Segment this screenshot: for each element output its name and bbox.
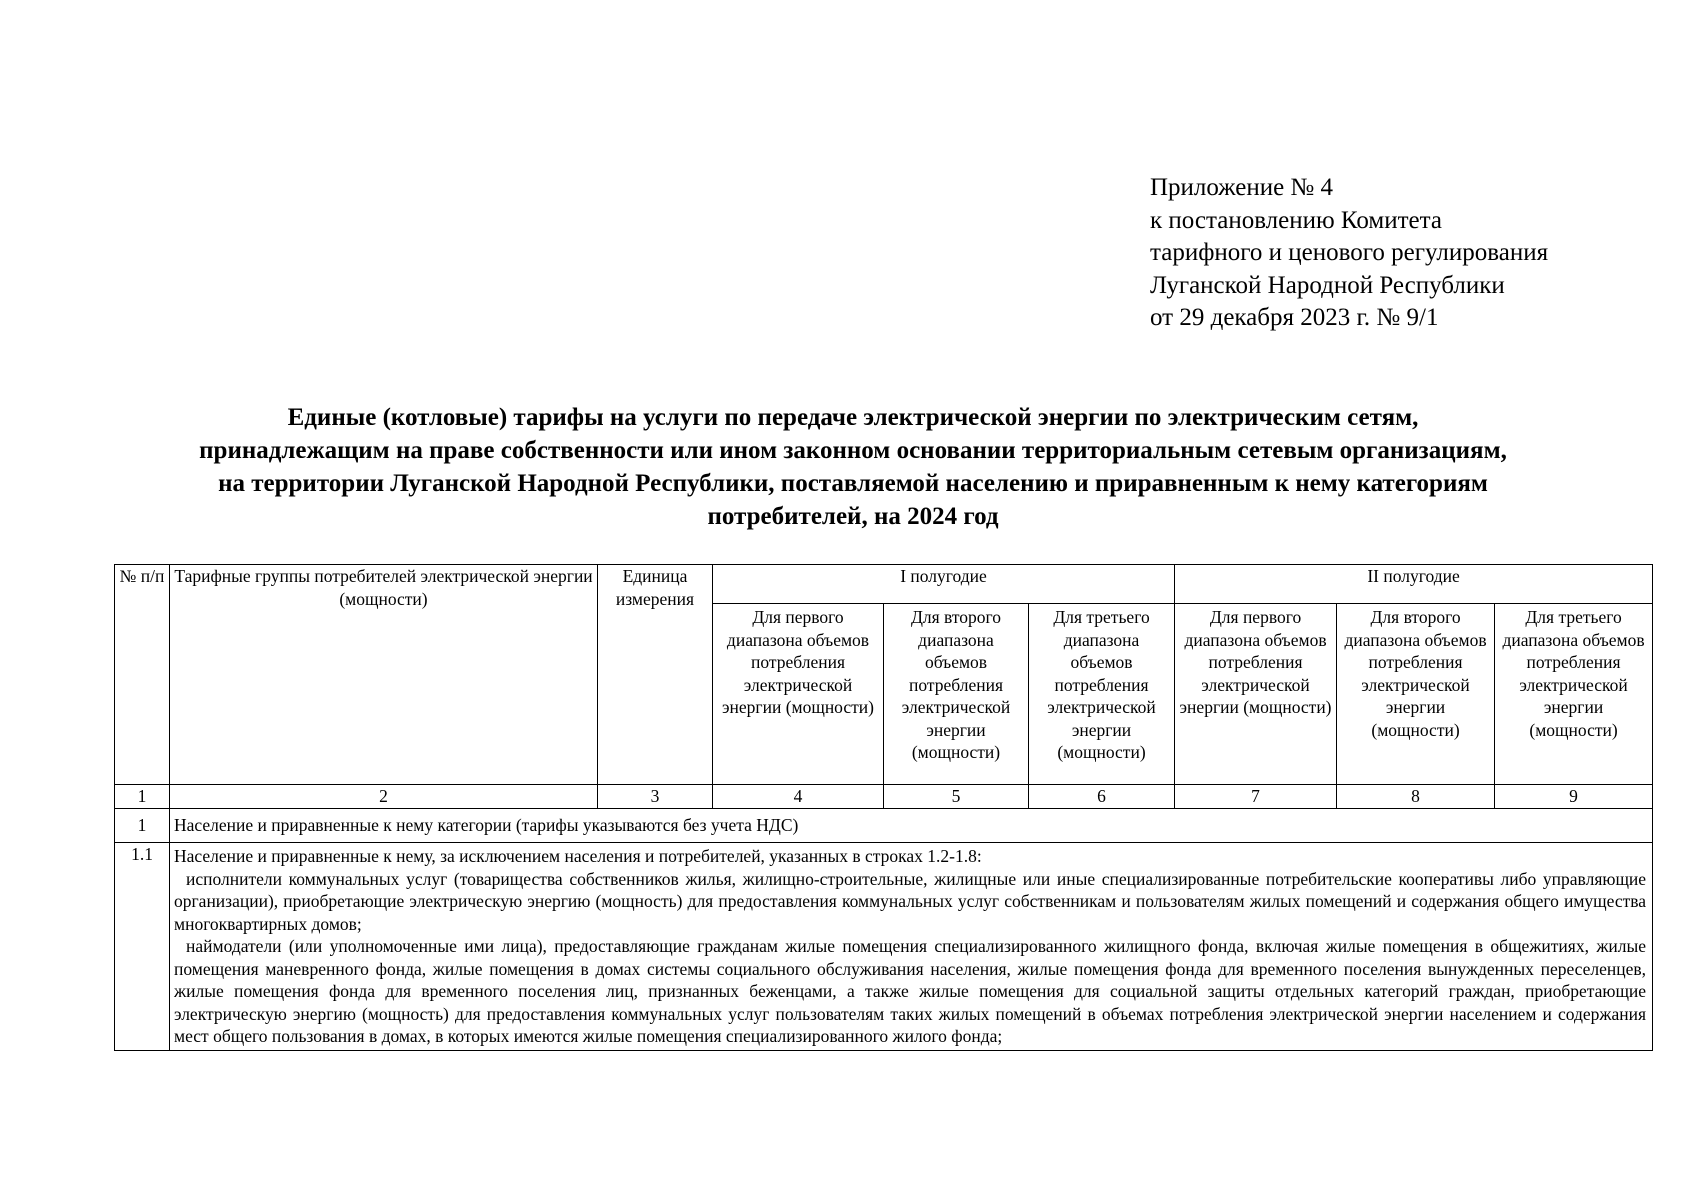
column-number: 1 [115, 785, 170, 809]
column-number: 6 [1029, 785, 1175, 809]
appendix-header [1150, 172, 1548, 335]
table-row [115, 809, 1653, 843]
title-line: Единые (котловые) тарифы на услуги по передаче электрической энергии по электрическим сетям, [287, 404, 1419, 431]
row-paragraph: наймодатели (или уполномоченные ими лица), предоставляющие гражданам жилые помещения специализированного жилищного фонда, включая жилые помещения в общежитиях, жилые помещения маневренного фонда, жилые помещения в домах системы социального обслуживания населения, жилые помещения фонда для временного поселения вынужденных переселенцев, жилые помещения фонда для временного поселения лиц, признанных беженцами, а также жилые помещения для социальной защиты отдельных категорий граждан, приобретающие электрическую энергию (мощность) для предоставления коммунальных услуг пользователям таких жилых помещений в объемах потребления электрической энергии населением и содержания мест общего пользования в домах, в которых имеются жилые помещения специализированного жилого фонда; [174, 936, 1647, 1046]
column-number: 3 [598, 785, 713, 809]
header-half1-range1: Для первого диапазона объемов потребления электрической энергии (мощности) [713, 604, 884, 785]
title-line: потребителей, на 2024 год [707, 503, 999, 530]
header-group: Тарифные группы потребителей электрической энергии (мощности) [170, 565, 598, 785]
header-half1: I полугодие [713, 565, 1175, 604]
appendix-line: Приложение № 4 [1150, 174, 1334, 201]
document-title [100, 401, 1606, 533]
header-half1-range2: Для второго диапазона объемов потребления электрической энергии (мощности) [884, 604, 1029, 785]
row-category-text: Население и приравненные к нему категории (тарифы указываются без учета НДС) [170, 809, 1653, 843]
column-number: 2 [170, 785, 598, 809]
row-number: 1 [115, 809, 170, 843]
row-description [170, 843, 1653, 1051]
column-number: 8 [1337, 785, 1495, 809]
header-half2-range1: Для первого диапазона объемов потребления электрической энергии (мощности) [1175, 604, 1337, 785]
appendix-line: тарифного и ценового регулирования [1150, 239, 1549, 266]
header-half1-range3: Для третьего диапазона объемов потребления электрической энергии (мощности) [1029, 604, 1175, 785]
appendix-line: к постановлению Комитета [1150, 206, 1442, 234]
column-number: 4 [713, 785, 884, 809]
title-line: на территории Луганской Народной Республики, поставляемой населению и приравненным к нему категориям [218, 470, 1488, 497]
appendix-line: от 29 декабря 2023 г. № 9/1 [1150, 304, 1439, 331]
header-half2-range2: Для второго диапазона объемов потребления электрической энергии (мощности) [1337, 604, 1495, 785]
table-row [115, 843, 1653, 1051]
header-unit: Единица измерения [598, 565, 713, 785]
row-paragraph: исполнители коммунальных услуг (товарищества собственников жилья, жилищно-строительные, жилищные или иные специализированные потребительские кооперативы либо управляющие организации), приобретающие электрическую энергию (мощность) для предоставления коммунальных услуг собственникам и пользователям жилых помещений и содержания общего имущества многоквартирных домов; [174, 868, 1647, 934]
title-line: принадлежащим на праве собственности или ином законном основании территориальным сетевым организациям, [199, 437, 1507, 464]
tariff-table [114, 564, 1653, 1051]
appendix-line: Луганской Народной Республики [1150, 271, 1505, 299]
column-number: 9 [1495, 785, 1653, 809]
header-half2-range3: Для третьего диапазона объемов потребления электрической энергии (мощности) [1495, 604, 1653, 785]
column-number: 7 [1175, 785, 1337, 809]
header-half2: II полугодие [1175, 565, 1653, 604]
row-number: 1.1 [115, 843, 170, 1051]
row-paragraph: Население и приравненные к нему, за исключением населения и потребителей, указанных в строках 1.2-1.8: [174, 846, 982, 866]
header-num: № п/п [115, 565, 170, 785]
column-number: 5 [884, 785, 1029, 809]
